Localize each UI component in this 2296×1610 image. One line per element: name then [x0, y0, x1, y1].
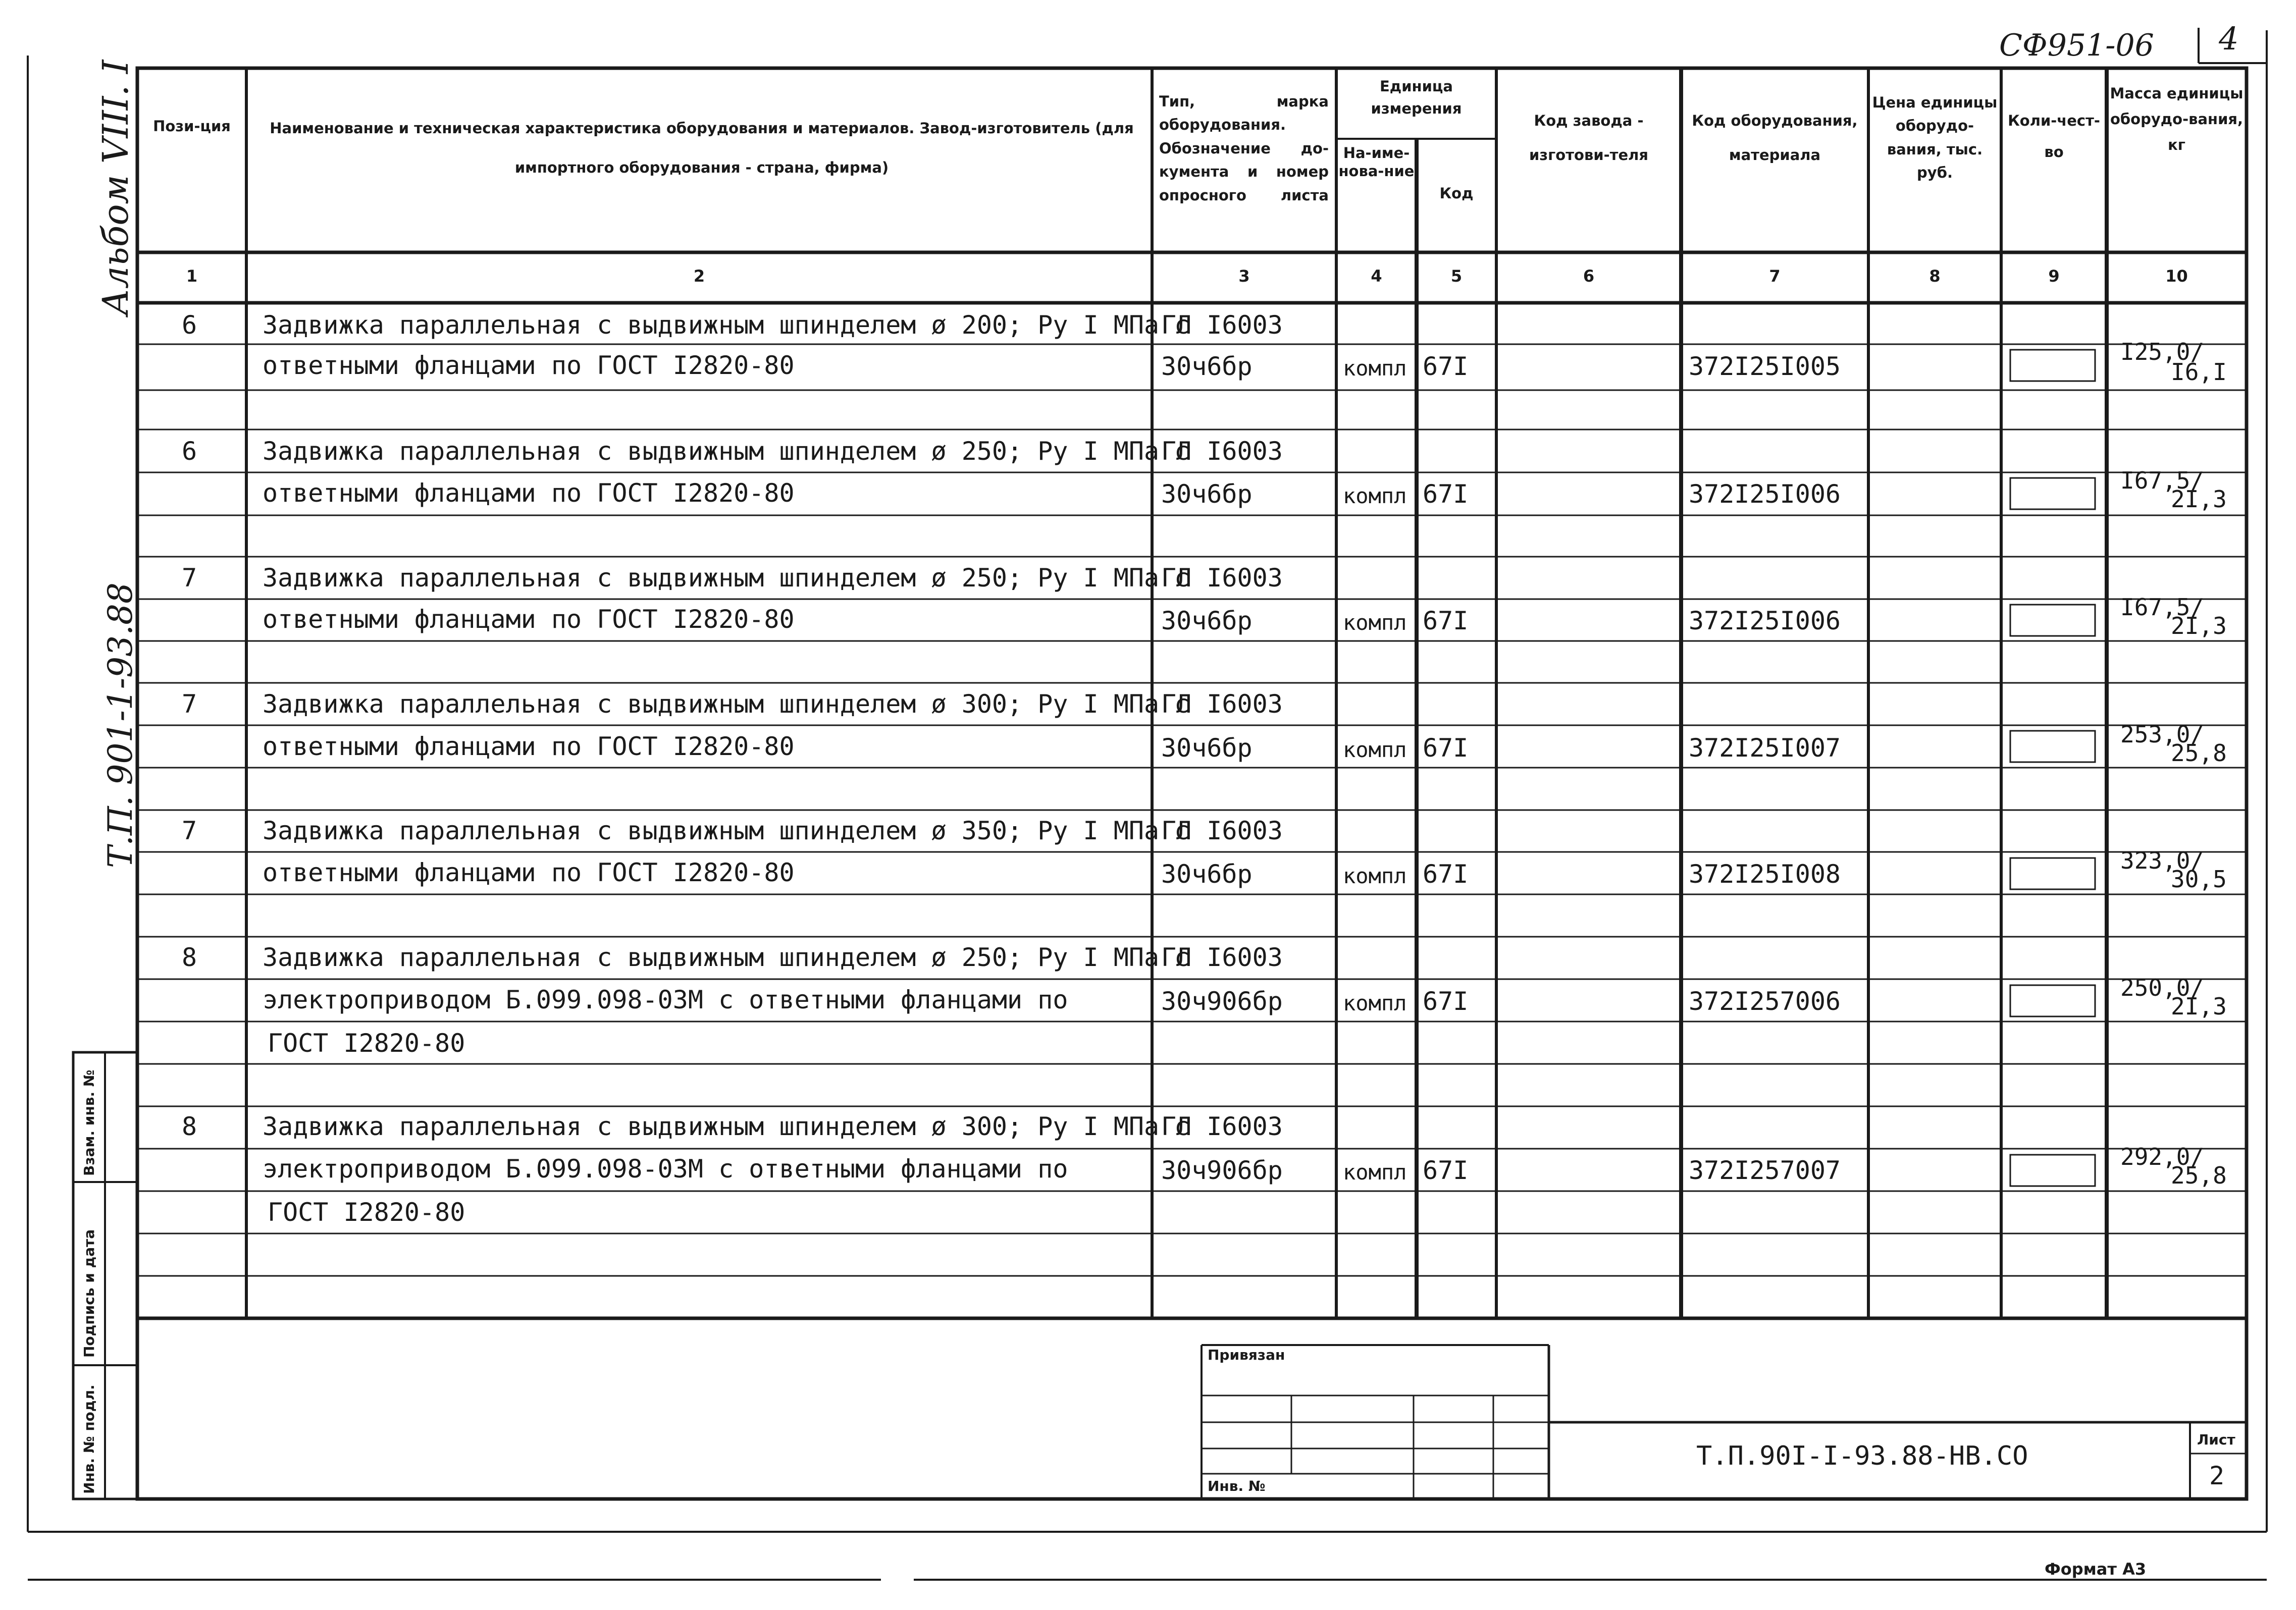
row-doc: ГЛ I6003 — [1161, 1112, 1283, 1141]
row-unit-code: 67I — [1423, 987, 1469, 1016]
stamp-inv-no-orig: Инв. № подл. — [81, 1384, 97, 1494]
row-doc: ГЛ I6003 — [1161, 310, 1283, 340]
row-equipment-code: 372I257007 — [1689, 1156, 1841, 1185]
row-mass-bottom: 2I,3 — [2171, 486, 2227, 513]
row-type: 30ч906бр — [1161, 987, 1283, 1016]
column-number: 3 — [1238, 266, 1250, 286]
document-code-handwritten: СФ951-06 — [1999, 28, 2154, 63]
row-unit-name: компл — [1343, 610, 1407, 635]
row-unit-code: 67I — [1423, 733, 1469, 763]
row-unit-name: компл — [1343, 737, 1407, 762]
row-mass-top: 292,0/ — [2120, 1143, 2205, 1170]
column-number: 5 — [1450, 266, 1463, 286]
row-mass-top: I67,5/ — [2120, 594, 2205, 621]
row-position: 8 — [182, 943, 197, 972]
row-unit-code: 67I — [1423, 1156, 1469, 1185]
column-number: 4 — [1371, 266, 1382, 286]
album-label: Альбом VIII. I — [95, 60, 136, 315]
row-name-line: Задвижка параллельная с выдвижным шпинделем ø 250; Ру I МПа с — [263, 437, 1190, 466]
row-mass-top: 323,0/ — [2120, 847, 2205, 874]
row-mass-bottom: 2I,3 — [2171, 612, 2227, 639]
row-unit-code: 67I — [1423, 352, 1469, 381]
header-quantity: Коли-чест-во — [2008, 112, 2100, 161]
header-name: Наименование и техническая характеристика оборудования и материалов. Завод-изготовитель (для импортного оборудования - страна, фирма) — [270, 120, 1134, 177]
row-type: 30ч6бр — [1161, 479, 1253, 509]
row-unit-code: 67I — [1423, 479, 1469, 509]
row-type: 30ч6бр — [1161, 352, 1253, 381]
stamp-replace-inv-no: Взам. инв. № — [81, 1069, 97, 1176]
title-block-sheet-label: Лист — [2197, 1431, 2235, 1448]
row-equipment-code: 372I25I007 — [1689, 733, 1841, 763]
header-unit: Единица измерения — [1371, 78, 1462, 117]
column-number: 6 — [1583, 266, 1595, 286]
row-unit-name: компл — [1343, 1160, 1407, 1185]
row-mass-bottom: 25,8 — [2171, 739, 2227, 767]
row-type: 30ч6бр — [1161, 733, 1253, 763]
header-position: Пози-ция — [153, 118, 231, 135]
row-position: 8 — [182, 1112, 197, 1141]
row-doc: ГЛ I6003 — [1161, 943, 1283, 972]
row-unit-code: 67I — [1423, 860, 1469, 889]
row-mass-top: I67,5/ — [2120, 467, 2205, 494]
row-unit-name: компл — [1343, 484, 1407, 508]
row-name-line: Задвижка параллельная с выдвижным шпинделем ø 300; Ру I МПа с — [263, 1112, 1190, 1141]
row-doc: ГЛ I6003 — [1161, 689, 1283, 719]
column-number: 10 — [2165, 266, 2188, 286]
row-position: 7 — [182, 816, 197, 845]
column-number: 8 — [1929, 266, 1941, 286]
header-equipment-code: Код оборудования, материала — [1692, 112, 1858, 164]
stamp-signature-date: Подпись и дата — [81, 1229, 97, 1358]
header-type: Тип, марка оборудования. Обозначение до-кумента и номер опросного листа — [1159, 93, 1329, 204]
header-unit-price: Цена единицы оборудо-вания, тыс. руб. — [1872, 94, 1998, 182]
row-name-line: Задвижка параллельная с выдвижным шпинделем ø 200; Ру I МПа с — [263, 310, 1190, 340]
row-name-line: Задвижка параллельная с выдвижным шпинделем ø 250; Ру I МПа с — [263, 563, 1190, 593]
row-type: 30ч6бр — [1161, 860, 1253, 889]
header-unit-code: Код — [1439, 185, 1474, 202]
row-mass-top: 253,0/ — [2120, 721, 2205, 748]
row-unit-name: компл — [1343, 864, 1407, 888]
row-unit-code: 67I — [1423, 606, 1469, 635]
header-factory-code: Код завода - изготови-теля — [1529, 112, 1649, 164]
row-type: 30ч906бр — [1161, 1156, 1283, 1185]
title-block-linked: Привязан — [1208, 1347, 1285, 1363]
row-mass-bottom: 30,5 — [2171, 866, 2227, 893]
row-position: 7 — [182, 563, 197, 593]
column-number: 7 — [1769, 266, 1781, 286]
row-equipment-code: 372I25I006 — [1689, 606, 1841, 635]
row-position: 6 — [182, 310, 197, 340]
row-equipment-code: 372I25I005 — [1689, 352, 1841, 381]
row-mass-bottom: 2I,3 — [2171, 993, 2227, 1020]
row-name-line: Задвижка параллельная с выдвижным шпинделем ø 250; Ру I МПа с — [263, 943, 1190, 972]
row-mass-bottom: I6,I — [2171, 358, 2227, 386]
row-equipment-code: 372I257006 — [1689, 987, 1841, 1016]
row-equipment-code: 372I25I006 — [1689, 479, 1841, 509]
page-number-handwritten: 4 — [2219, 20, 2239, 57]
row-unit-name: компл — [1343, 356, 1407, 381]
row-name-line: электроприводом Б.099.098-03М с ответными фланцами по — [263, 985, 1068, 1014]
row-position: 6 — [182, 437, 197, 466]
row-name-line: ответными фланцами по ГОСТ I2820-80 — [263, 478, 795, 508]
title-block-designation: Т.П.90I-I-93.88-НВ.СО — [1696, 1441, 2028, 1471]
row-type: 30ч6бр — [1161, 606, 1253, 635]
row-name-line: электроприводом Б.099.098-03М с ответными фланцами по — [263, 1154, 1068, 1184]
row-unit-name: компл — [1343, 991, 1407, 1015]
row-name-line: ответными фланцами по ГОСТ I2820-80 — [263, 351, 795, 380]
row-name-line: ГОСТ I2820-80 — [268, 1198, 465, 1227]
row-mass-top: I25,0/ — [2120, 338, 2205, 365]
title-block-sheet-number: 2 — [2209, 1461, 2225, 1490]
header-unit-name: На-име-нова-ние — [1338, 144, 1415, 180]
header-unit-mass: Масса единицы оборудо-вания, кг — [2110, 85, 2243, 153]
row-name-line: Задвижка параллельная с выдвижным шпинделем ø 300; Ру I МПа с — [263, 689, 1190, 719]
row-name-line: ответными фланцами по ГОСТ I2820-80 — [263, 605, 795, 634]
row-name-line: ответными фланцами по ГОСТ I2820-80 — [263, 732, 795, 761]
title-block-inv-no: Инв. № — [1208, 1478, 1266, 1494]
row-name-line: ответными фланцами по ГОСТ I2820-80 — [263, 858, 795, 887]
row-name-line: Задвижка параллельная с выдвижным шпинделем ø 350; Ру I МПа с — [263, 816, 1190, 845]
project-code-label: Т.П. 901-1-93.88 — [101, 582, 140, 868]
row-equipment-code: 372I25I008 — [1689, 860, 1841, 889]
row-mass-top: 250,0/ — [2120, 974, 2205, 1001]
format-label: Формат А3 — [2045, 1560, 2147, 1579]
row-mass-bottom: 25,8 — [2171, 1162, 2227, 1189]
column-number: 9 — [2048, 266, 2060, 286]
row-doc: ГЛ I6003 — [1161, 437, 1283, 466]
column-number: 2 — [693, 266, 705, 286]
row-position: 7 — [182, 689, 197, 719]
row-name-line: ГОСТ I2820-80 — [268, 1029, 465, 1058]
column-number: 1 — [186, 266, 198, 286]
row-doc: ГЛ I6003 — [1161, 816, 1283, 845]
row-doc: ГЛ I6003 — [1161, 563, 1283, 593]
